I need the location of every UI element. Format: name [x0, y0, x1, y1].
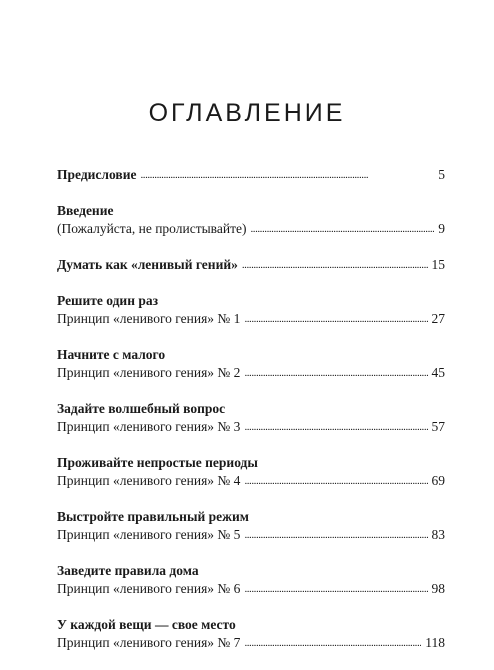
dot-leader — [244, 580, 427, 598]
toc-entry-line — [57, 364, 445, 383]
toc-page-number: 15 — [431, 257, 445, 272]
toc-page-number: 57 — [431, 419, 445, 434]
toc-entry-line — [57, 580, 445, 599]
toc-page-number: 27 — [431, 311, 445, 326]
toc-page-number: 118 — [425, 635, 445, 650]
toc-page-number: 5 — [438, 167, 445, 182]
toc-entry-line — [57, 220, 445, 239]
dot-leader — [244, 634, 421, 652]
page-title: ОГЛАВЛЕНИЕ — [148, 98, 346, 127]
toc-entry-heading: Начните с малого — [57, 347, 166, 362]
toc-entry[interactable] — [57, 562, 445, 599]
toc-entry-heading: Выстройте правильный режим — [57, 509, 249, 524]
toc-entry-label: Принцип «ленивого гения» № 7 — [57, 635, 241, 650]
toc-entry[interactable] — [57, 346, 445, 383]
dot-leader — [244, 364, 427, 382]
toc-entry-label: Думать как «ленивый гений» — [57, 257, 238, 272]
dot-leader — [242, 256, 428, 274]
toc-entry-line — [57, 526, 445, 545]
toc-entry-label: Принцип «ленивого гения» № 3 — [57, 419, 241, 434]
toc-entry[interactable] — [57, 400, 445, 437]
table-of-contents — [57, 166, 445, 670]
toc-entry[interactable] — [57, 202, 445, 239]
toc-page-number: 45 — [431, 365, 445, 380]
toc-entry-line — [57, 310, 445, 329]
toc-entry-heading: Решите один раз — [57, 293, 159, 308]
toc-entry-line — [57, 256, 445, 275]
dot-leader — [244, 472, 427, 490]
toc-entry-heading: Задайте волшебный вопрос — [57, 401, 226, 416]
toc-entry-heading: Заведите правила дома — [57, 563, 199, 578]
toc-entry-label: Принцип «ленивого гения» № 1 — [57, 311, 241, 326]
toc-entry-line — [57, 634, 445, 653]
toc-entry-heading: Введение — [57, 203, 114, 218]
toc-entry[interactable] — [57, 256, 445, 275]
toc-entry[interactable] — [57, 166, 445, 185]
dot-leader — [244, 310, 427, 328]
toc-page-number: 98 — [431, 581, 445, 596]
toc-entry-heading: Проживайте непростые периоды — [57, 455, 258, 470]
dot-leader — [244, 418, 427, 436]
toc-entry-label: Предисловие — [57, 167, 137, 182]
dot-leader — [140, 166, 434, 184]
toc-entry-label: (Пожалуйста, не пролистывайте) — [57, 221, 247, 236]
toc-entry[interactable] — [57, 292, 445, 329]
toc-page-number: 9 — [438, 221, 445, 236]
toc-page-number: 69 — [431, 473, 445, 488]
toc-entry-line — [57, 418, 445, 437]
toc-entry[interactable] — [57, 616, 445, 653]
toc-entry-line — [57, 472, 445, 491]
toc-page-number: 83 — [431, 527, 445, 542]
dot-leader — [250, 220, 434, 238]
toc-entry-line — [57, 166, 445, 185]
toc-entry[interactable] — [57, 508, 445, 545]
toc-entry-label: Принцип «ленивого гения» № 2 — [57, 365, 241, 380]
toc-entry-label: Принцип «ленивого гения» № 4 — [57, 473, 241, 488]
toc-entry-label: Принцип «ленивого гения» № 5 — [57, 527, 241, 542]
toc-entry-label: Принцип «ленивого гения» № 6 — [57, 581, 241, 596]
toc-entry-heading: У каждой вещи — свое место — [57, 617, 236, 632]
dot-leader — [244, 526, 427, 544]
toc-entry[interactable] — [57, 454, 445, 491]
